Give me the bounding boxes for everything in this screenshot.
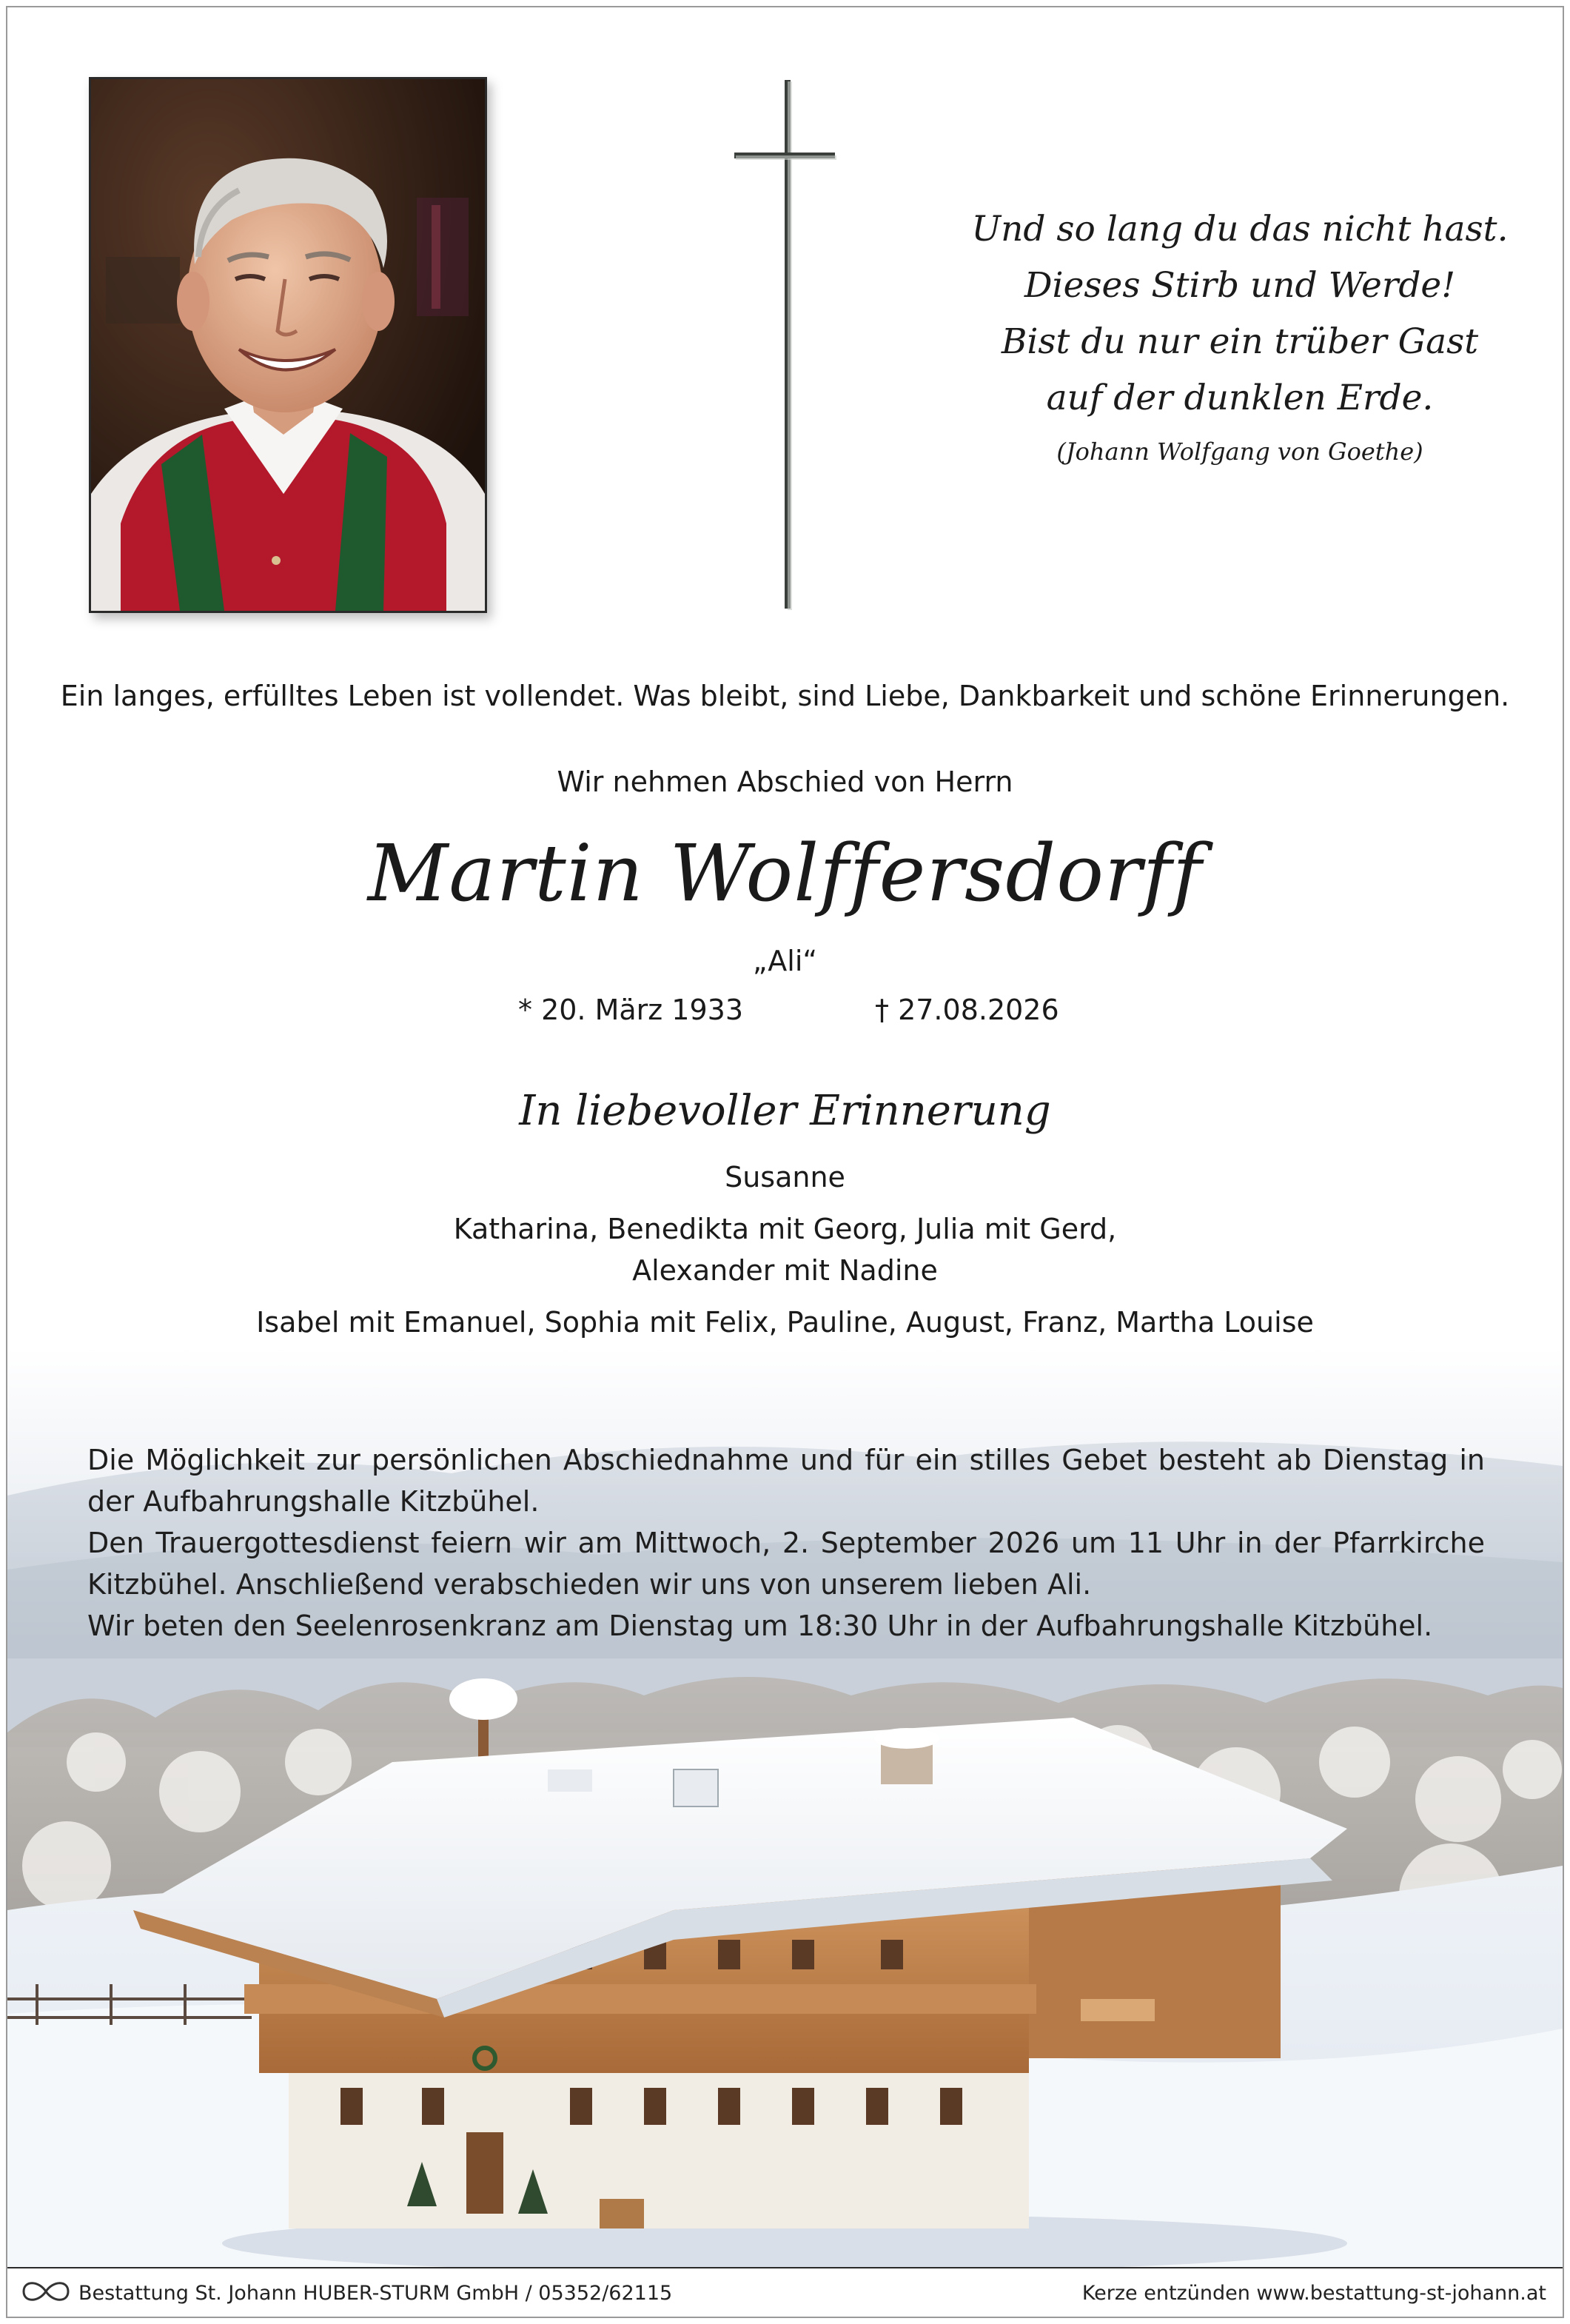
info-paragraph: Wir beten den Seelenrosenkranz am Dienstag um 18:30 Uhr in der Aufbahrungshalle Kitzbühel. [87, 1610, 1433, 1642]
info-paragraph: Die Möglichkeit zur persönlichen Abschiednahme und für ein stilles Gebet besteht ab Dienstag in der Aufbahrungshalle Kitzbühel. [87, 1444, 1485, 1518]
poem-line: Bist du nur ein trüber Gast [1001, 321, 1479, 362]
deceased-name: Martin Wolffersdorff [367, 828, 1203, 919]
poem [947, 201, 1532, 474]
cross-icon [733, 77, 844, 612]
poem-line: Und so lang du das nicht hast. [971, 209, 1509, 250]
poem-line: Dieses Stirb und Werde! [1024, 265, 1456, 306]
poem-line: auf der dunklen Erde. [1046, 378, 1434, 418]
family-line: Susanne [725, 1161, 845, 1193]
poem-author: (Johann Wolfgang von Goethe) [1056, 438, 1423, 466]
family-line: Alexander mit Nadine [632, 1254, 938, 1287]
farewell-text: Wir nehmen Abschied von Herrn [557, 766, 1013, 798]
infinity-logo-icon [19, 2279, 73, 2304]
footer [7, 2267, 1563, 2320]
intro-text: Ein langes, erfülltes Leben ist vollendet. Was bleibt, sind Liebe, Dankbarkeit und schöne Erinnerungen. [60, 680, 1510, 712]
life-dates [0, 994, 1570, 1031]
info-paragraph: Den Trauergottesdienst feiern wir am Mittwoch, 2. September 2026 um 11 Uhr in der Pfarrkirche Kitzbühel. Anschließend verabschieden wir uns von unserem lieben Ali. [87, 1527, 1485, 1601]
candle-link[interactable]: Kerze entzünden www.bestattung-st-johann.at [1081, 2282, 1546, 2305]
memory-heading: In liebevoller Erinnerung [519, 1087, 1051, 1135]
funeral-home-info: Bestattung St. Johann HUBER-STURM GmbH / 05352/62115 [78, 2282, 673, 2305]
family-line: Isabel mit Emanuel, Sophia mit Felix, Pauline, August, Franz, Martha Louise [256, 1306, 1314, 1339]
service-info [87, 1439, 1485, 1647]
birth-date: * 20. März 1933 [518, 994, 744, 1026]
portrait-photo [89, 77, 487, 613]
death-date: † 27.08.2026 [875, 994, 1059, 1026]
nickname: „Ali“ [752, 945, 818, 977]
family-line: Katharina, Benedikta mit Georg, Julia mit Gerd, [453, 1213, 1117, 1245]
